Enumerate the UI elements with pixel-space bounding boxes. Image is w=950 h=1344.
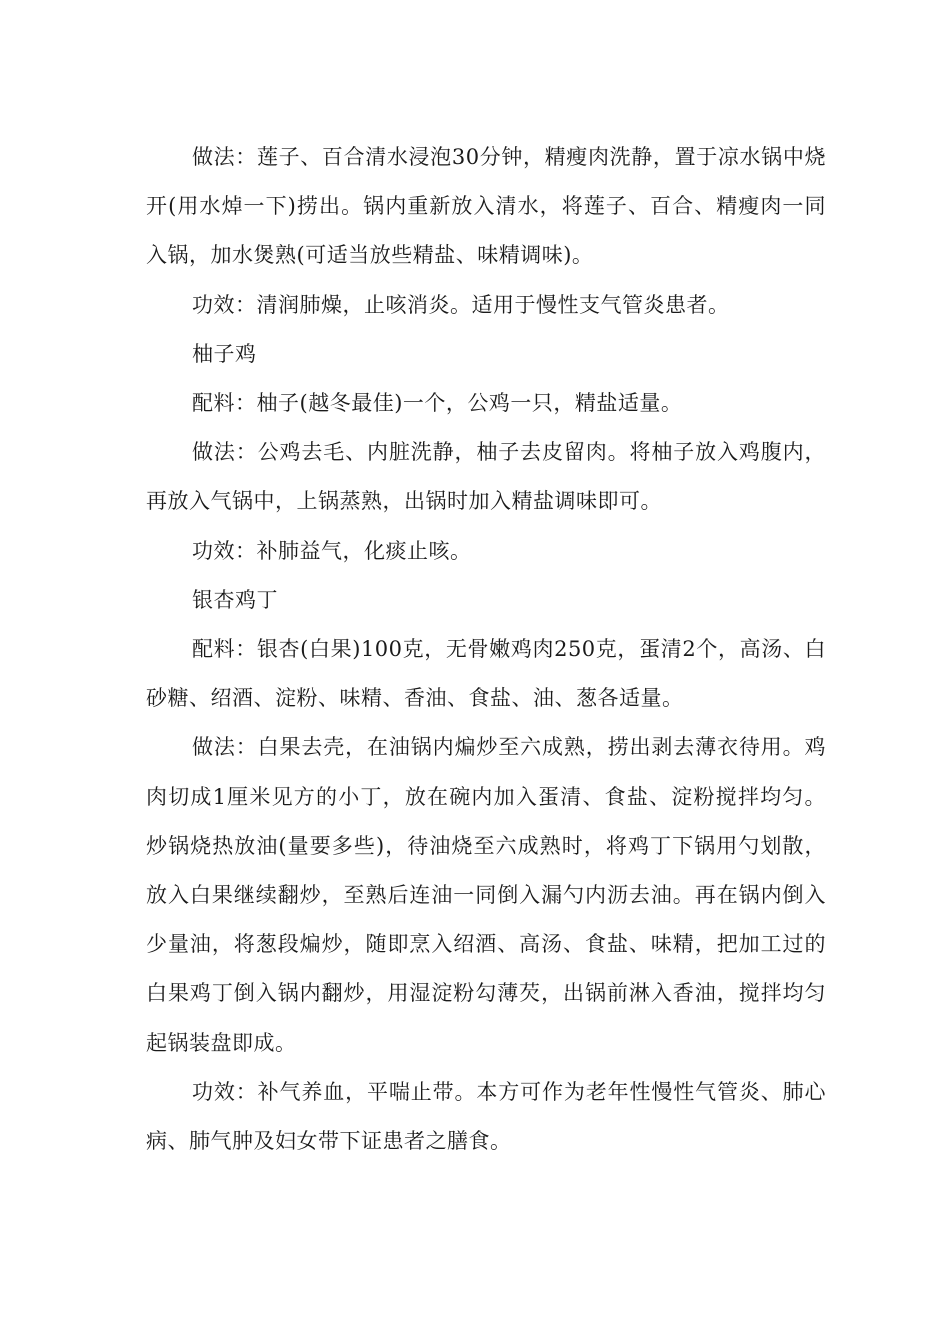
effect-paragraph-pomelo-chicken: 功效：补肺益气，化痰止咳。: [192, 538, 472, 563]
method-paragraph-ginkgo-chicken: 做法：白果去壳，在油锅内煸炒至六成熟，捞出剥去薄衣待用。鸡肉切成1厘米见方的小丁，放在碗内加入蛋清、食盐、淀粉搅拌均匀。炒锅烧热放油(量要多些)，待油烧至六成熟时，将鸡丁下锅用勺划散，放入白果继续翻炒，至熟后连油一同倒入漏勺内沥去油。再在锅内倒入少量油，将葱段煸炒，随即烹入绍酒、高汤、食盐、味精，把加工过的白果鸡丁倒入锅内翻炒，用湿淀粉勾薄芡，出锅前淋入香油，搅拌均匀起锅装盘即成。: [146, 735, 826, 1055]
recipe-title-ginkgo-chicken: 银杏鸡丁: [192, 587, 278, 612]
document-body: [146, 133, 826, 1166]
recipe-title-pomelo-chicken: 柚子鸡: [192, 341, 257, 366]
ingredients-paragraph-ginkgo-chicken: 配料：银杏(白果)100克，无骨嫩鸡肉250克，蛋清2个，高汤、白砂糖、绍酒、淀粉、味精、香油、食盐、油、葱各适量。: [146, 637, 826, 711]
effect-paragraph-lotus: 功效：清润肺燥，止咳消炎。适用于慢性支气管炎患者。: [192, 292, 730, 317]
method-paragraph-pomelo-chicken: 做法：公鸡去毛、内脏洗静，柚子去皮留肉。将柚子放入鸡腹内，再放入气锅中，上锅蒸熟，出锅时加入精盐调味即可。: [146, 440, 826, 514]
effect-paragraph-ginkgo-chicken: 功效：补气养血，平喘止带。本方可作为老年性慢性气管炎、肺心病、肺气肿及妇女带下证患者之膳食。: [146, 1079, 826, 1154]
ingredients-paragraph-pomelo-chicken: 配料：柚子(越冬最佳)一个，公鸡一只，精盐适量。: [192, 391, 683, 416]
method-paragraph-lotus: 做法：莲子、百合清水浸泡30分钟，精瘦肉洗静，置于凉水锅中烧开(用水焯一下)捞出。锅内重新放入清水，将莲子、百合、精瘦肉一同入锅，加水煲熟(可适当放些精盐、味精调味)。: [146, 145, 826, 268]
